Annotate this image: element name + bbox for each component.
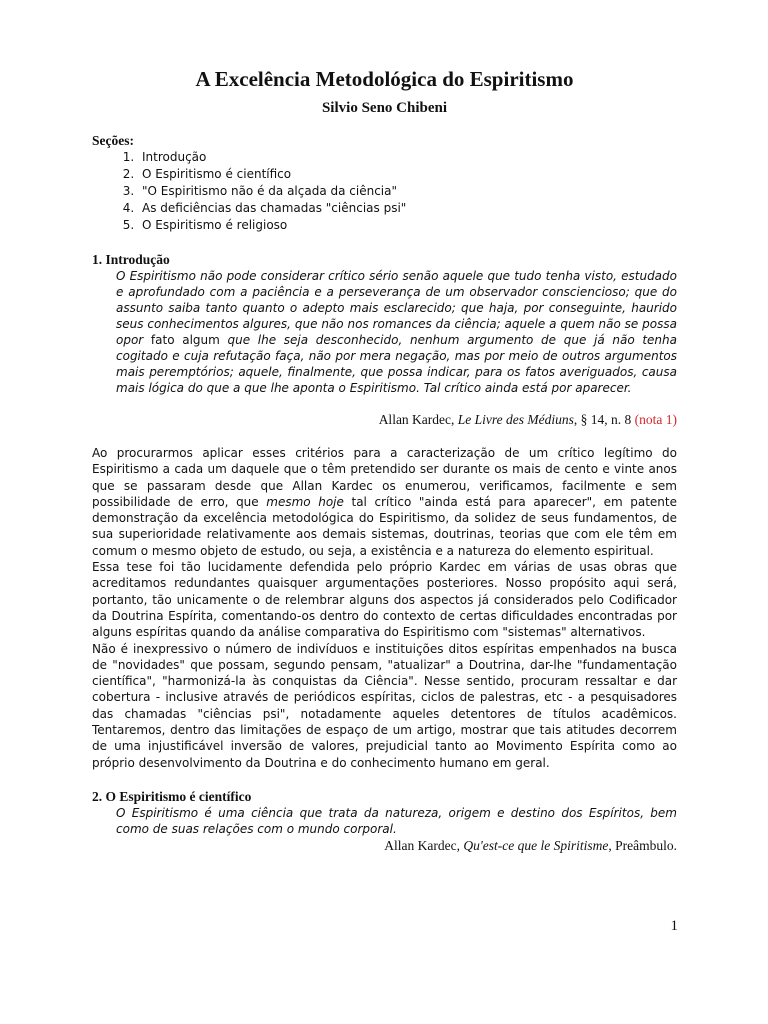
paragraph [92, 445, 677, 559]
section-1-epigraph [116, 268, 677, 396]
paragraph: Essa tese foi tão lucidamente defendida pelo próprio Kardec em várias de usas obras que acreditamos redundantes quaisquer argumentações posteriores. Nosso propósito aqui será, portanto, tão unicamente o de relembrar alguns dos aspectos já considerados pelo Codificador da Doutrina Espírita, comentando-os dentro do contexto de certas dificuldades encontradas por alguns espíritas quando da análise comparativa do Espiritismo com "sistemas" alternativos. [92, 560, 677, 640]
attribution-work: Le Livre des Médiuns [457, 412, 574, 427]
paragraph: Não é inexpressivo o número de indivíduos e instituições ditos espíritas empenhados na busca de "novidades" que possam, segundo pensam, "atualizar" a Doutrina, dar-lhe "fundamentação científica", "harmonizá-la às conquistas da Ciência". Nesse sentido, procuram ressaltar e dar cobertura - inclusive através de periódicos espíritas, ciclos de palestras, etc - a pesquisadores das chamadas "ciências psi", notadamente aqueles detentores de títulos acadêmicos. Tentaremos, dentro das limitações de espaço de um artigo, mostrar que tais atitudes decorrem de uma injustificável inversão de valores, prejudicial tanto ao Movimento Espírita como ao próprio desenvolvimento da Doutrina e do conhecimento humano em geral. [92, 641, 677, 770]
attribution-author: Allan Kardec, [378, 412, 455, 427]
paragraph-text: tal crítico "ainda está para aparecer", em patente demonstração da excelência metodológica do Espiritismo, da solidez de seus fundamentos, de sua superioridade relativamente aos demais sistemas, doutrinas, teorias que com ele têm em comum o mesmo objeto de estudo, ou seja, a existência e a natureza do elemento espiritual. [92, 494, 677, 558]
section-list-item: 4. As deficiências das chamadas "ciências psi" [138, 200, 677, 217]
epigraph-upright-text: fato algum [150, 333, 220, 347]
section-1-heading: 1. Introdução [92, 252, 170, 267]
document-title: A Excelência Metodológica do Espiritismo [195, 67, 574, 91]
section-2-epigraph: O Espiritismo é uma ciência que trata da natureza, origem e destino dos Espíritos, bem como de suas relações com o mundo corporal. [116, 805, 677, 836]
sections-list [92, 149, 677, 234]
paragraph-emphasis: mesmo hoje [266, 494, 344, 509]
page-number: 1 [670, 918, 678, 934]
attribution-ref: , § 14, n. 8 [573, 412, 632, 427]
footnote-link[interactable]: (nota 1) [634, 412, 677, 427]
section-2-heading: 2. O Espiritismo é científico [92, 788, 252, 804]
epigraph-text: que lhe seja desconhecido, nenhum argumento de que já não tenha cogitado e cuja refutação faça, não por mera negação, mas por meio de outros argumentos mais peremptórios; aquele, finalmente, que possa indicar, para os fatos averiguados, causa mais lógica do que a que lhe aponta o Espiritismo. Tal crítico ainda está por aparecer. [116, 333, 677, 395]
section-list-item: 1. Introdução [138, 149, 677, 166]
document-page [92, 64, 677, 854]
sections-label: Seções: [92, 133, 134, 148]
attribution-work: Qu'est-ce que le Spiritisme [463, 837, 609, 853]
section-1-attribution [92, 411, 677, 428]
document-author: Silvio Seno Chibeni [321, 100, 448, 116]
attribution-ref: , Preâmbulo. [608, 837, 677, 853]
section-2-attribution [92, 837, 677, 854]
paragraph-text: Ao procurarmos aplicar esses critérios para a caracterização de um crítico legítimo do Espiritismo a cada um daquele que o têm pretendido ser durante os mais de cento e vinte anos que se passaram desde que Allan Kardec os enumerou, verificamos, facilmente e sem possibilidade de erro, que [92, 446, 677, 509]
epigraph-text: O Espiritismo não pode considerar crítico sério senão aquele que tudo tenha visto, estudado e aprofundado com a paciência e a perseverança de um observador consciencioso; que do assunto saiba tanto quanto o adepto mais esclarecido; que haja, por conseguinte, haurido seus conhecimentos algures, que não nos romances da ciência; aquele a quem não se possa opor [116, 269, 677, 347]
attribution-author: Allan Kardec, [384, 837, 461, 853]
section-list-item: 3. "O Espiritismo não é da alçada da ciência" [138, 183, 677, 200]
section-list-item: 2. O Espiritismo é científico [138, 166, 677, 183]
section-list-item: 5. O Espiritismo é religioso [138, 217, 677, 234]
